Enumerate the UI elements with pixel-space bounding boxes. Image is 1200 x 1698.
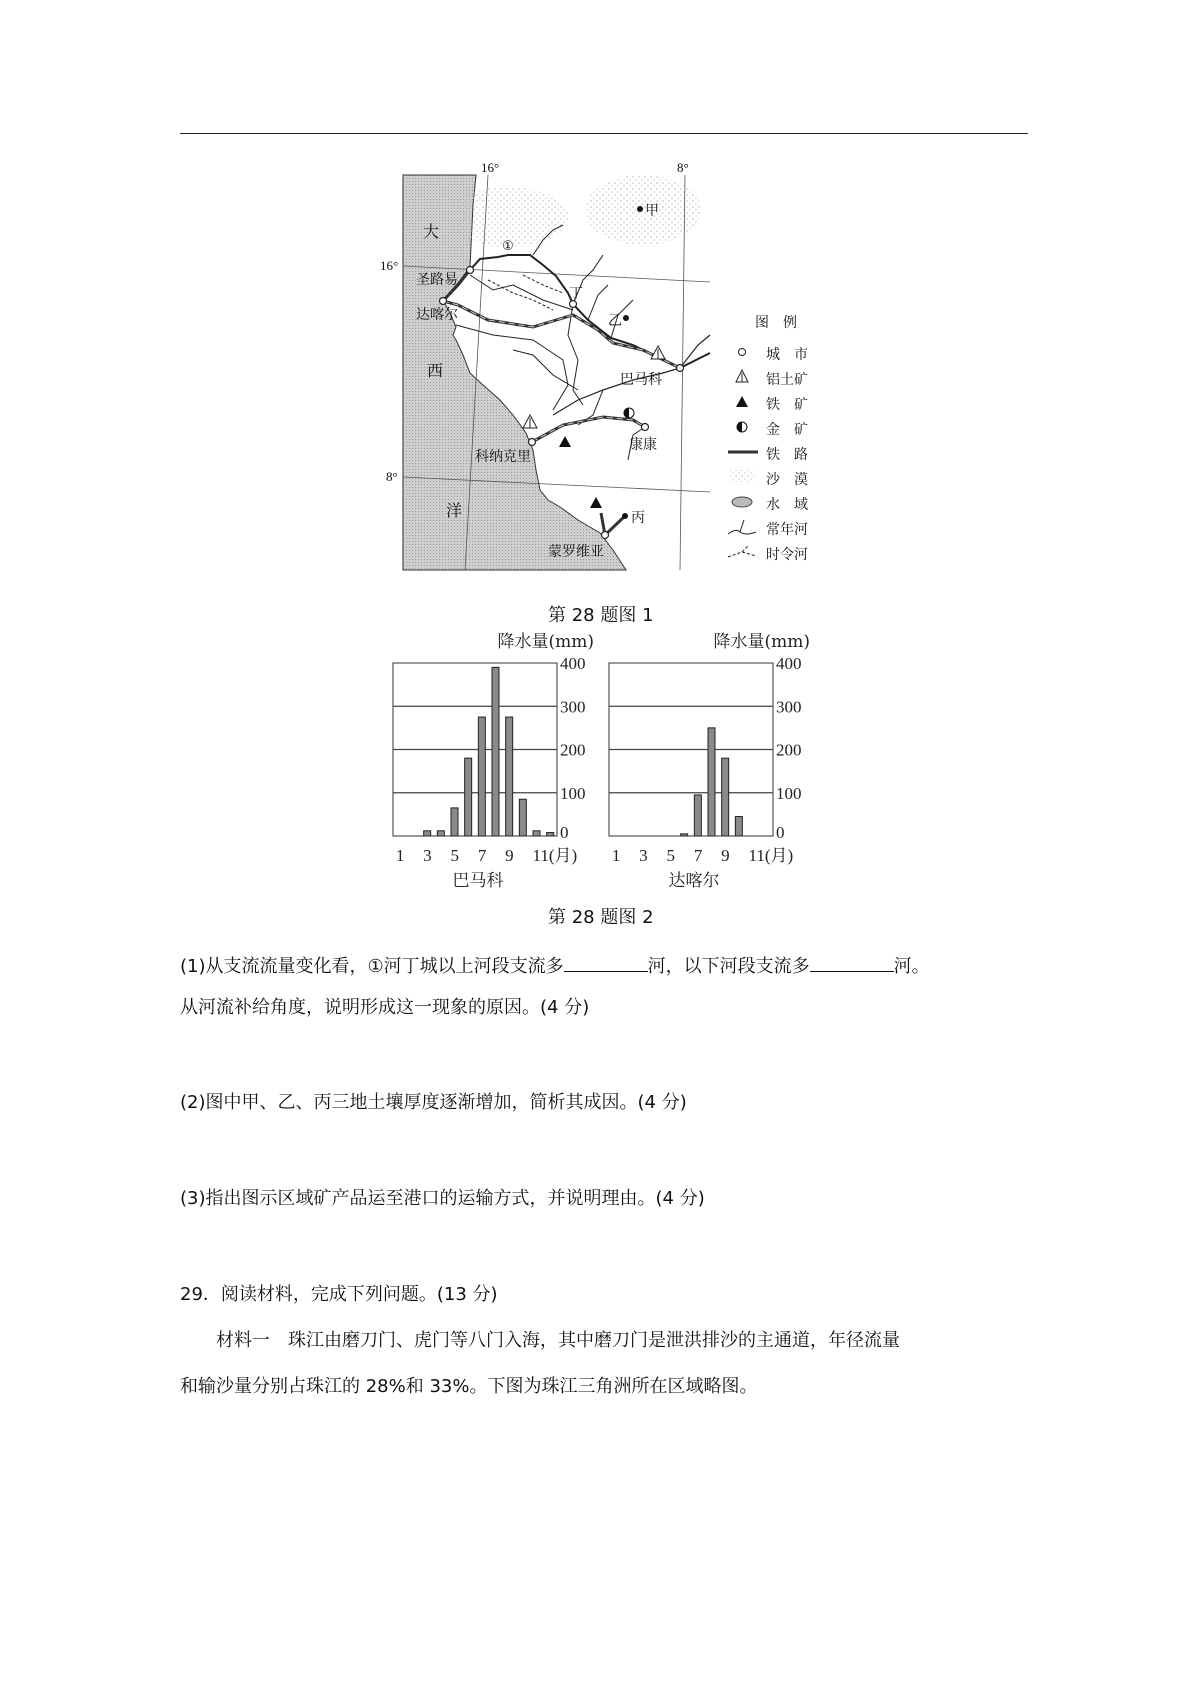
city-label: 巴马科 bbox=[620, 372, 662, 388]
legend-item: 常年河 bbox=[766, 522, 808, 538]
lat-label: 16° bbox=[380, 258, 399, 273]
x-tick-label: 7 bbox=[693, 846, 703, 865]
question-text: 河。 bbox=[893, 956, 930, 977]
x-tick-label: 9 bbox=[721, 846, 730, 865]
lon-label: 8° bbox=[677, 160, 689, 175]
question-3: (3)指出图示区域矿产品运至港口的运输方式，并说明理由。(4 分) bbox=[180, 1188, 705, 1209]
legend-item: 铝土矿 bbox=[766, 372, 808, 388]
point-label: 甲 bbox=[645, 203, 659, 219]
material-1: 材料一 珠江由磨刀门、虎门等八门入海，其中磨刀门是泄洪排沙的主通道，年径流量 bbox=[216, 1330, 900, 1351]
y-tick-label: 400 bbox=[776, 654, 802, 673]
bar-month-11 bbox=[533, 831, 540, 836]
bar-month-12 bbox=[547, 833, 554, 836]
x-tick-label: 5 bbox=[450, 846, 459, 865]
figure-caption: 第 28 题图 1 bbox=[548, 605, 654, 626]
legend-item: 铁 路 bbox=[766, 447, 808, 463]
city-label: 圣路易 bbox=[416, 272, 458, 288]
city-label: 蒙罗维亚 bbox=[548, 544, 604, 560]
y-axis-label: 降水量(mm) bbox=[497, 632, 594, 652]
x-tick-label: 5 bbox=[666, 846, 675, 865]
ocean-label: 洋 bbox=[446, 501, 463, 520]
y-tick-label: 300 bbox=[560, 697, 586, 717]
bar-month-7 bbox=[478, 717, 485, 836]
y-tick-label: 100 bbox=[560, 783, 586, 803]
question-text: 河，以下河段支流多 bbox=[647, 956, 810, 977]
x-tick-label: 1 bbox=[611, 846, 621, 865]
answer-blank[interactable] bbox=[564, 953, 648, 972]
point-label: 乙 bbox=[608, 313, 622, 329]
y-tick-label: 200 bbox=[776, 740, 802, 760]
chart-station-name: 巴马科 bbox=[452, 871, 504, 891]
legend-item: 水 域 bbox=[766, 497, 808, 513]
y-tick-label: 200 bbox=[560, 740, 586, 760]
city-label: 康康 bbox=[629, 437, 657, 453]
bar-month-10 bbox=[735, 817, 742, 836]
bar-month-5 bbox=[451, 808, 458, 836]
question-2: (2)图中甲、乙、丙三地土壤厚度逐渐增加，简析其成因。(4 分) bbox=[180, 1092, 687, 1113]
bar-month-9 bbox=[506, 717, 513, 836]
y-tick-label: 0 bbox=[776, 823, 785, 842]
x-tick-label: 7 bbox=[477, 846, 487, 865]
bar-month-3 bbox=[424, 831, 431, 836]
question-1-line2: 从河流补给角度，说明形成这一现象的原因。(4 分) bbox=[180, 997, 590, 1018]
question-text: (1)从支流流量变化看，①河丁城以上河段支流多 bbox=[180, 956, 564, 977]
x-tick-label: 11(月) bbox=[748, 846, 794, 865]
point-label: 丙 bbox=[631, 510, 645, 526]
ocean-label: 西 bbox=[427, 361, 444, 380]
y-axis-label: 降水量(mm) bbox=[713, 632, 810, 652]
x-tick-label: 1 bbox=[395, 846, 405, 865]
question-29: 29．阅读材料，完成下列问题。(13 分) bbox=[180, 1284, 498, 1305]
lat-label: 8° bbox=[386, 469, 398, 484]
legend-item: 时令河 bbox=[766, 547, 808, 563]
legend-item: 沙 漠 bbox=[766, 472, 808, 488]
y-tick-label: 300 bbox=[776, 697, 802, 717]
y-tick-label: 100 bbox=[776, 783, 802, 803]
bar-month-6 bbox=[681, 834, 688, 836]
bar-month-6 bbox=[465, 758, 472, 836]
city-label: 丁 bbox=[569, 286, 583, 302]
x-tick-label: 3 bbox=[423, 846, 432, 865]
question-1 bbox=[180, 953, 930, 979]
bar-month-10 bbox=[519, 799, 526, 836]
bar-month-4 bbox=[437, 831, 444, 836]
bar-month-8 bbox=[492, 667, 499, 836]
chart-station-name: 达喀尔 bbox=[668, 871, 720, 891]
ocean-label: 大 bbox=[423, 222, 440, 241]
figure-caption: 第 28 题图 2 bbox=[548, 907, 654, 928]
legend-item: 金 矿 bbox=[766, 422, 808, 438]
x-tick-label: 9 bbox=[505, 846, 514, 865]
legend-item: 城 市 bbox=[766, 347, 808, 363]
y-tick-label: 400 bbox=[560, 654, 586, 673]
x-tick-label: 11(月) bbox=[532, 846, 578, 865]
river-marker: ① bbox=[502, 239, 514, 254]
answer-blank[interactable] bbox=[810, 953, 894, 972]
legend-title: 图 例 bbox=[755, 315, 797, 331]
x-tick-label: 3 bbox=[639, 846, 648, 865]
legend-item: 铁 矿 bbox=[766, 397, 808, 413]
city-label: 科纳克里 bbox=[475, 449, 531, 465]
bar-month-8 bbox=[708, 728, 715, 836]
lon-label: 16° bbox=[481, 160, 500, 175]
city-label: 达喀尔 bbox=[416, 307, 458, 323]
bar-month-7 bbox=[694, 795, 701, 836]
material-1-line2: 和输沙量分别占珠江的 28%和 33%。下图为珠江三角洲所在区域略图。 bbox=[180, 1376, 758, 1397]
bar-month-9 bbox=[722, 758, 729, 836]
y-tick-label: 0 bbox=[560, 823, 569, 842]
